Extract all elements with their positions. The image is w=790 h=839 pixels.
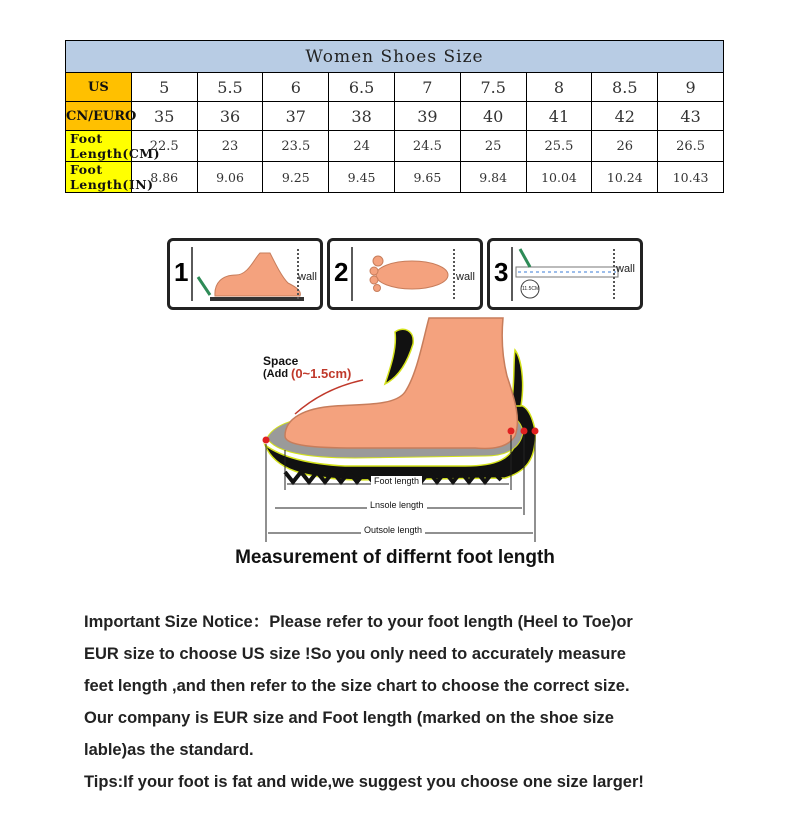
outsole-length-label: Outsole length	[361, 525, 425, 535]
row-label-us: US	[66, 73, 132, 102]
step-3-number: 3	[494, 257, 509, 287]
step-3-panel	[487, 238, 643, 310]
diagram-caption: Measurement of differnt foot length	[235, 547, 555, 568]
notice-tips: Tips:If your foot is fat and wide,we suggest you choose one size larger!	[84, 773, 644, 791]
table-cell: 9.45	[329, 162, 395, 193]
foot-in-shoe-diagram	[245, 310, 545, 550]
table-cell: 9	[658, 73, 724, 102]
table-cell: 9.25	[263, 162, 329, 193]
table-cell: 8	[526, 73, 592, 102]
wall-label: wall	[456, 271, 475, 283]
table-cell: 43	[658, 102, 724, 131]
insole-length-label: Lnsole length	[367, 500, 427, 510]
table-cell: 9.65	[394, 162, 460, 193]
table-cell: 24.5	[394, 131, 460, 162]
table-cell: 26	[592, 131, 658, 162]
notice-line: lable)as the standard.	[84, 741, 254, 759]
table-cell: 23.5	[263, 131, 329, 162]
add-prefix-label: (Add	[263, 368, 289, 380]
row-label-foot-length-in: Foot Length(IN)	[66, 162, 132, 193]
table-cell: 35	[131, 102, 197, 131]
table-cell: 5.5	[197, 73, 263, 102]
table-cell: 5	[131, 73, 197, 102]
foot-length-label: Foot length	[371, 476, 422, 486]
table-cell: 9.06	[197, 162, 263, 193]
table-row-foot-length-in	[66, 162, 724, 193]
wall-label: wall	[616, 263, 635, 275]
row-label-cn-euro: CN/EURO	[66, 102, 132, 131]
notice-line: EUR size to choose US size !So you only need to accurately measure	[84, 645, 626, 663]
size-notice	[84, 606, 724, 798]
step-2-number: 2	[334, 257, 349, 287]
table-cell: 38	[329, 102, 395, 131]
table-title-row	[66, 41, 724, 73]
step-1-panel	[167, 238, 323, 310]
space-label: Space	[263, 354, 299, 368]
table-row-cn-euro	[66, 102, 724, 131]
wall-label: wall	[298, 271, 317, 283]
table-cell: 22.5	[131, 131, 197, 162]
step-2-panel	[327, 238, 483, 310]
table-cell: 23	[197, 131, 263, 162]
table-cell: 7	[394, 73, 460, 102]
notice-line: Important Size Notice：Please refer to your foot length (Heel to Toe)or	[84, 613, 633, 631]
notice-line: feet length ,and then refer to the size chart to choose the correct size.	[84, 677, 630, 695]
table-cell: 37	[263, 102, 329, 131]
table-cell: 9.84	[460, 162, 526, 193]
table-cell: 26.5	[658, 131, 724, 162]
table-cell: 10.04	[526, 162, 592, 193]
table-row-foot-length-cm	[66, 131, 724, 162]
table-cell: 42	[592, 102, 658, 131]
table-cell: 36	[197, 102, 263, 131]
table-cell: 41	[526, 102, 592, 131]
table-cell: 39	[394, 102, 460, 131]
table-cell: 10.24	[592, 162, 658, 193]
notice-line: Our company is EUR size and Foot length (marked on the shoe size	[84, 709, 614, 727]
table-row-us	[66, 73, 724, 102]
table-title: Women Shoes Size	[66, 41, 724, 73]
table-cell: 8.5	[592, 73, 658, 102]
table-cell: 10.43	[658, 162, 724, 193]
table-cell: 6.5	[329, 73, 395, 102]
row-label-foot-length-cm: Foot Length(CM)	[66, 131, 132, 162]
table-cell: 6	[263, 73, 329, 102]
table-cell: 25	[460, 131, 526, 162]
ruler-value-label: 11.5CM	[522, 286, 540, 292]
table-cell: 40	[460, 102, 526, 131]
step-1-number: 1	[174, 257, 189, 287]
size-chart-table	[65, 40, 724, 193]
table-cell: 24	[329, 131, 395, 162]
table-cell: 7.5	[460, 73, 526, 102]
table-cell: 8.86	[131, 162, 197, 193]
add-range-label: (0~1.5cm)	[291, 366, 352, 381]
table-cell: 25.5	[526, 131, 592, 162]
